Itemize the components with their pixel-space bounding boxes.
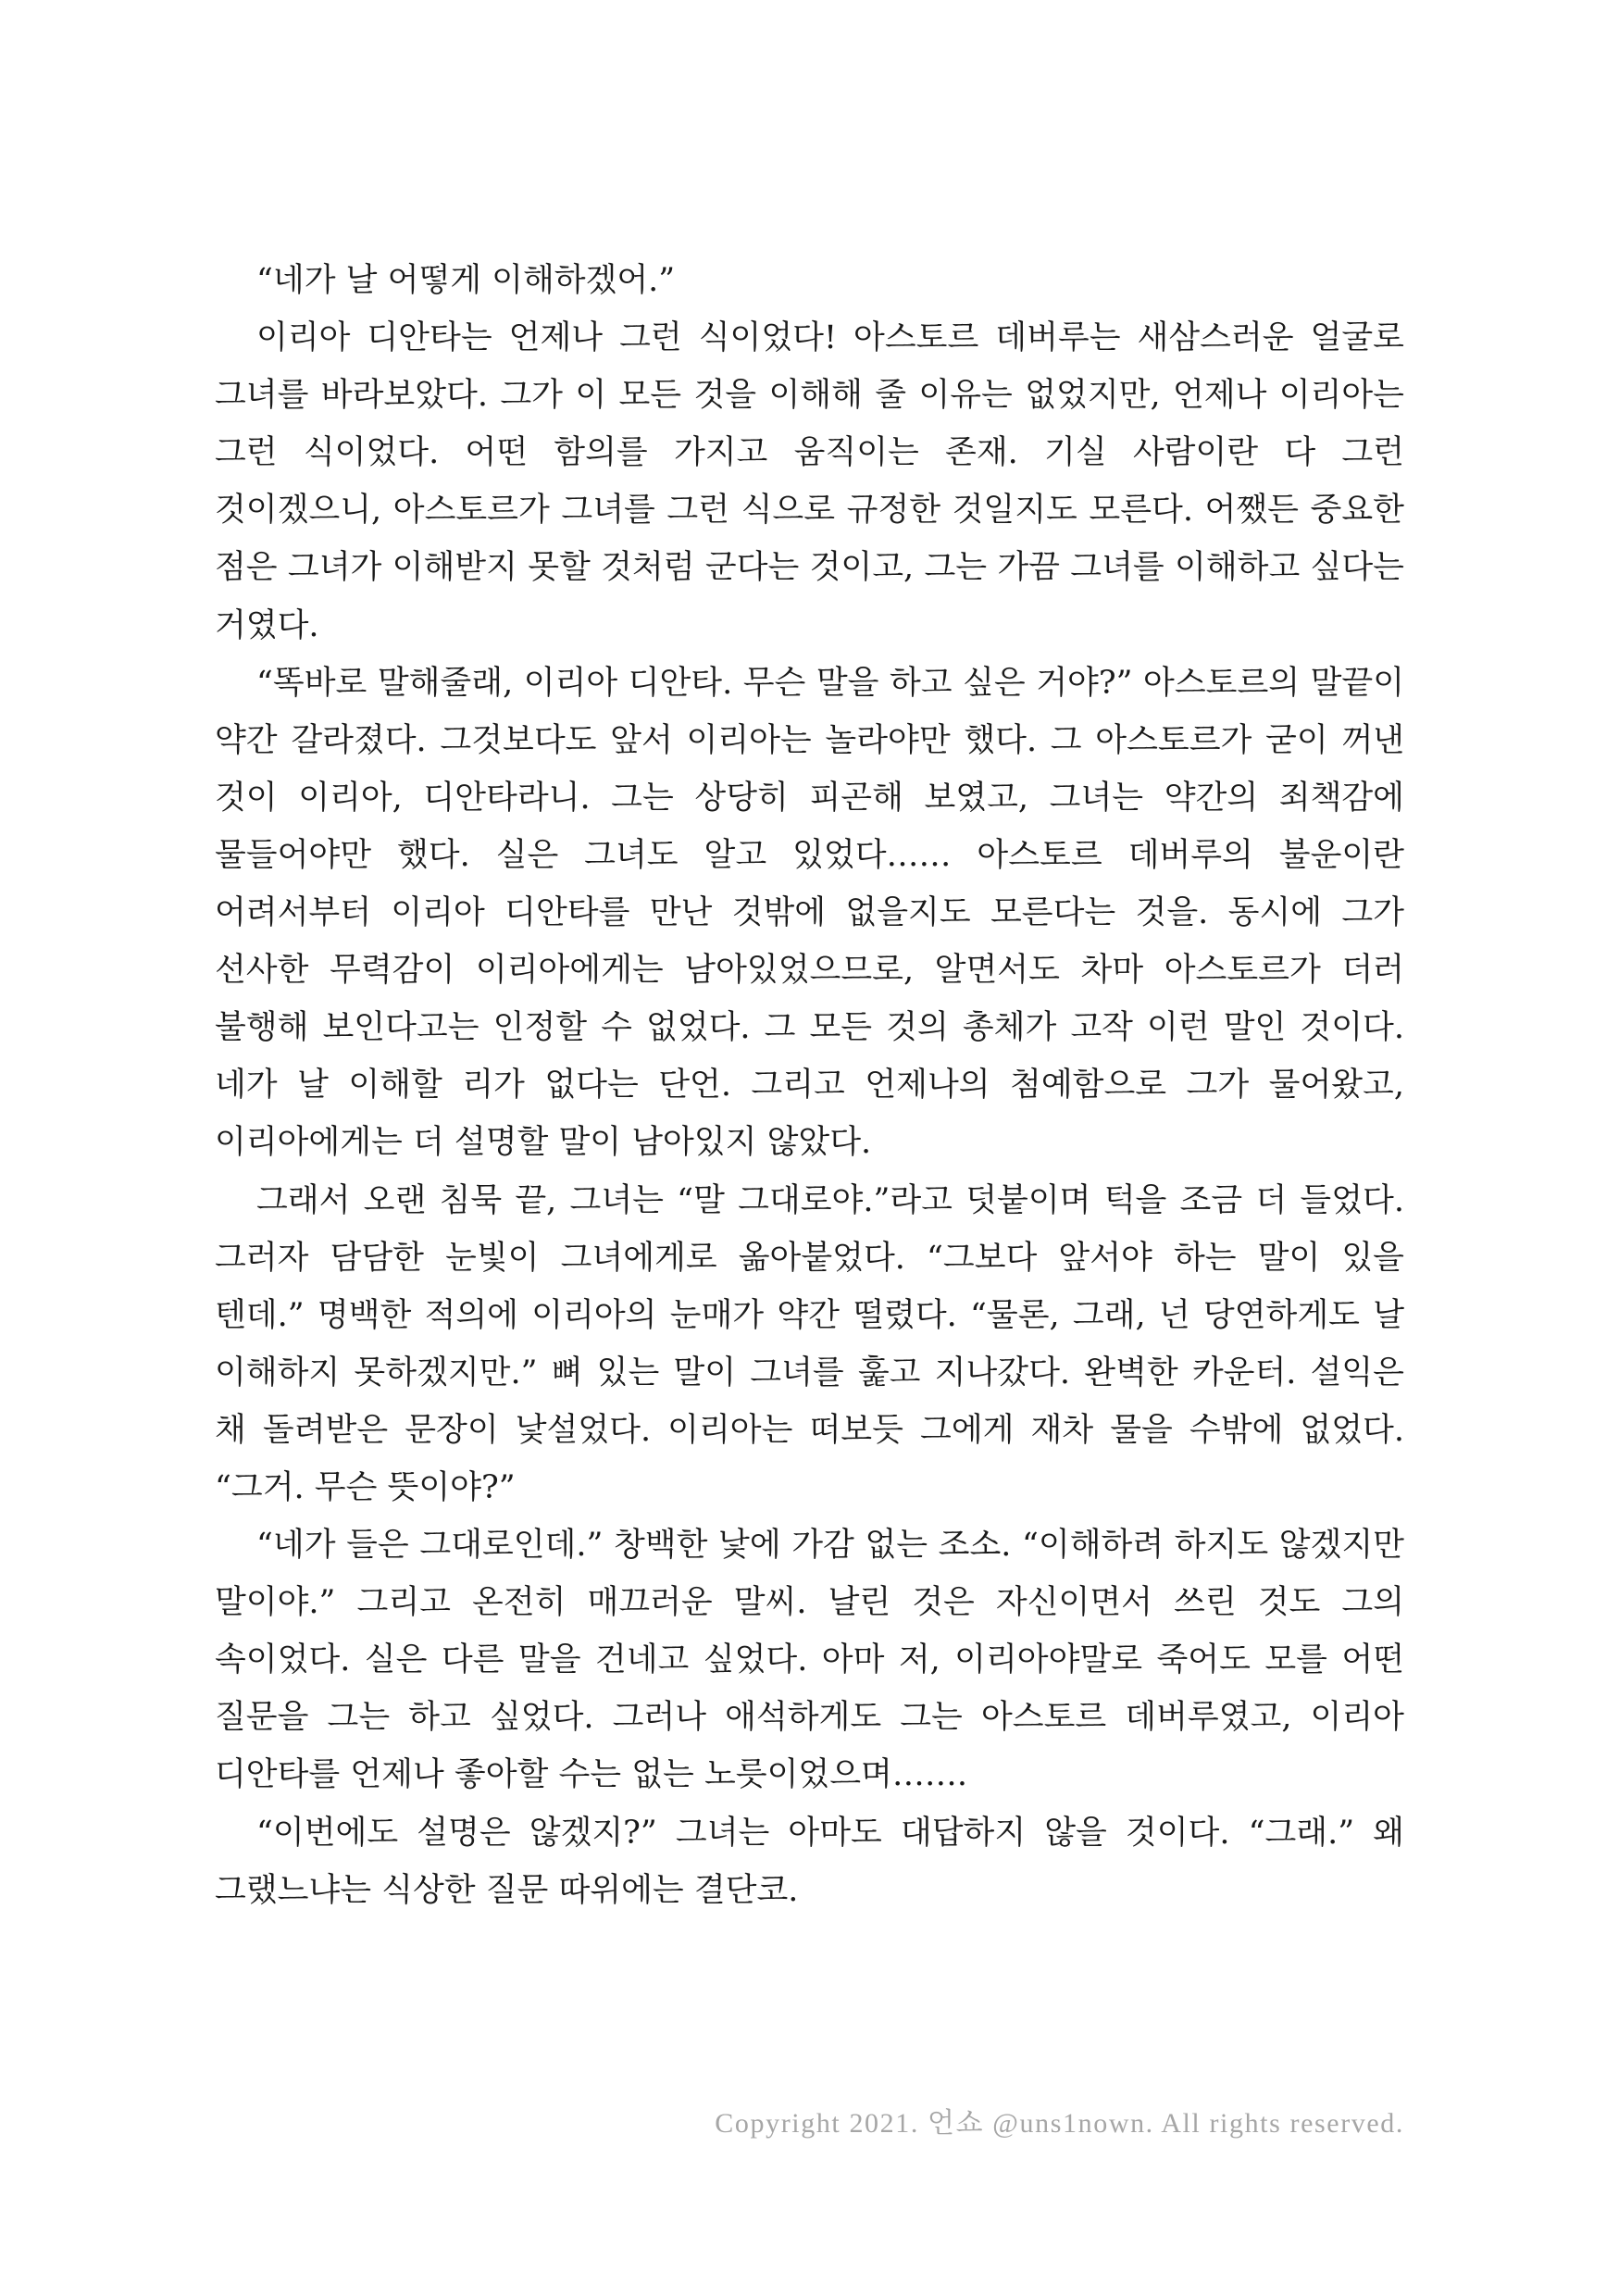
paragraph-4: 그래서 오랜 침묵 끝, 그녀는 “말 그대로야.”라고 덧붙이며 턱을 조금 더 들었다. 그러자 담담한 눈빛이 그녀에게로 옮아붙었다. “그보다 앞서야 하는 말이 있을 텐데.” 명백한 적의에 이리아의 눈매가 약간 떨렸다. “물론, 그래, 넌 당연하게도 날 이해하지 못하겠지만.” 뼈 있는 말이 그녀를 훑고 지나갔다. 완벽한 카운터. 설익은 채 돌려받은 문장이 낯설었다. 이리아는 떠보듯 그에게 재차 물을 수밖에 없었다. “그거. 무슨 뜻이야?” (215, 1181, 1404, 1506)
paragraph-3: “똑바로 말해줄래, 이리아 디안타. 무슨 말을 하고 싶은 거야?” 아스토르의 말끝이 약간 갈라졌다. 그것보다도 앞서 이리아는 놀라야만 했다. 그 아스토르가 굳이 꺼낸 것이 이리아, 디안타라니. 그는 상당히 피곤해 보였고, 그녀는 약간의 죄책감에 물들어야만 했다. 실은 그녀도 알고 있었다…… 아스토르 데버루의 불운이란 어려서부터 이리아 디안타를 만난 것밖에 없을지도 모른다는 것을. 동시에 그가 선사한 무력감이 이리아에게는 남아있었으므로, 알면서도 차마 아스토르가 더러 불행해 보인다고는 인정할 수 없었다. 그 모든 것의 총체가 고작 이런 말인 것이다. 네가 날 이해할 리가 없다는 단언. 그리고 언제나의 첨예함으로 그가 물어왔고, 이리아에게는 더 설명할 말이 남아있지 않았다. (215, 664, 1404, 1162)
copyright-notice: Copyright 2021. 언쇼 @uns1nown. All rights reserved. (715, 2108, 1404, 2139)
paragraph-2: 이리아 디안타는 언제나 그런 식이었다! 아스토르 데버루는 새삼스러운 얼굴로 그녀를 바라보았다. 그가 이 모든 것을 이해해 줄 이유는 없었지만, 언제나 이리아는 그런 식이었다. 어떤 함의를 가지고 움직이는 존재. 기실 사람이란 다 그런 것이겠으니, 아스토르가 그녀를 그런 식으로 규정한 것일지도 모른다. 어쨌든 중요한 점은 그녀가 이해받지 못할 것처럼 군다는 것이고, 그는 가끔 그녀를 이해하고 싶다는 거였다. (215, 319, 1404, 644)
story-text (215, 252, 1404, 1919)
paragraph-5: “네가 들은 그대로인데.” 창백한 낯에 가감 없는 조소. “이해하려 하지도 않겠지만 말이야.” 그리고 온전히 매끄러운 말씨. 날린 것은 자신이면서 쓰린 것도 그의 속이었다. 실은 다른 말을 건네고 싶었다. 아마 저, 이리아야말로 죽어도 모를 어떤 질문을 그는 하고 싶었다. 그러나 애석하게도 그는 아스토르 데버루였고, 이리아 디안타를 언제나 좋아할 수는 없는 노릇이었으며……. (215, 1527, 1404, 1794)
paragraph-6: “이번에도 설명은 않겠지?” 그녀는 아마도 대답하지 않을 것이다. “그래.” 왜 그랬느냐는 식상한 질문 따위에는 결단코. (215, 1814, 1404, 1909)
paragraph-1: “네가 날 어떻게 이해하겠어.” (256, 262, 676, 299)
